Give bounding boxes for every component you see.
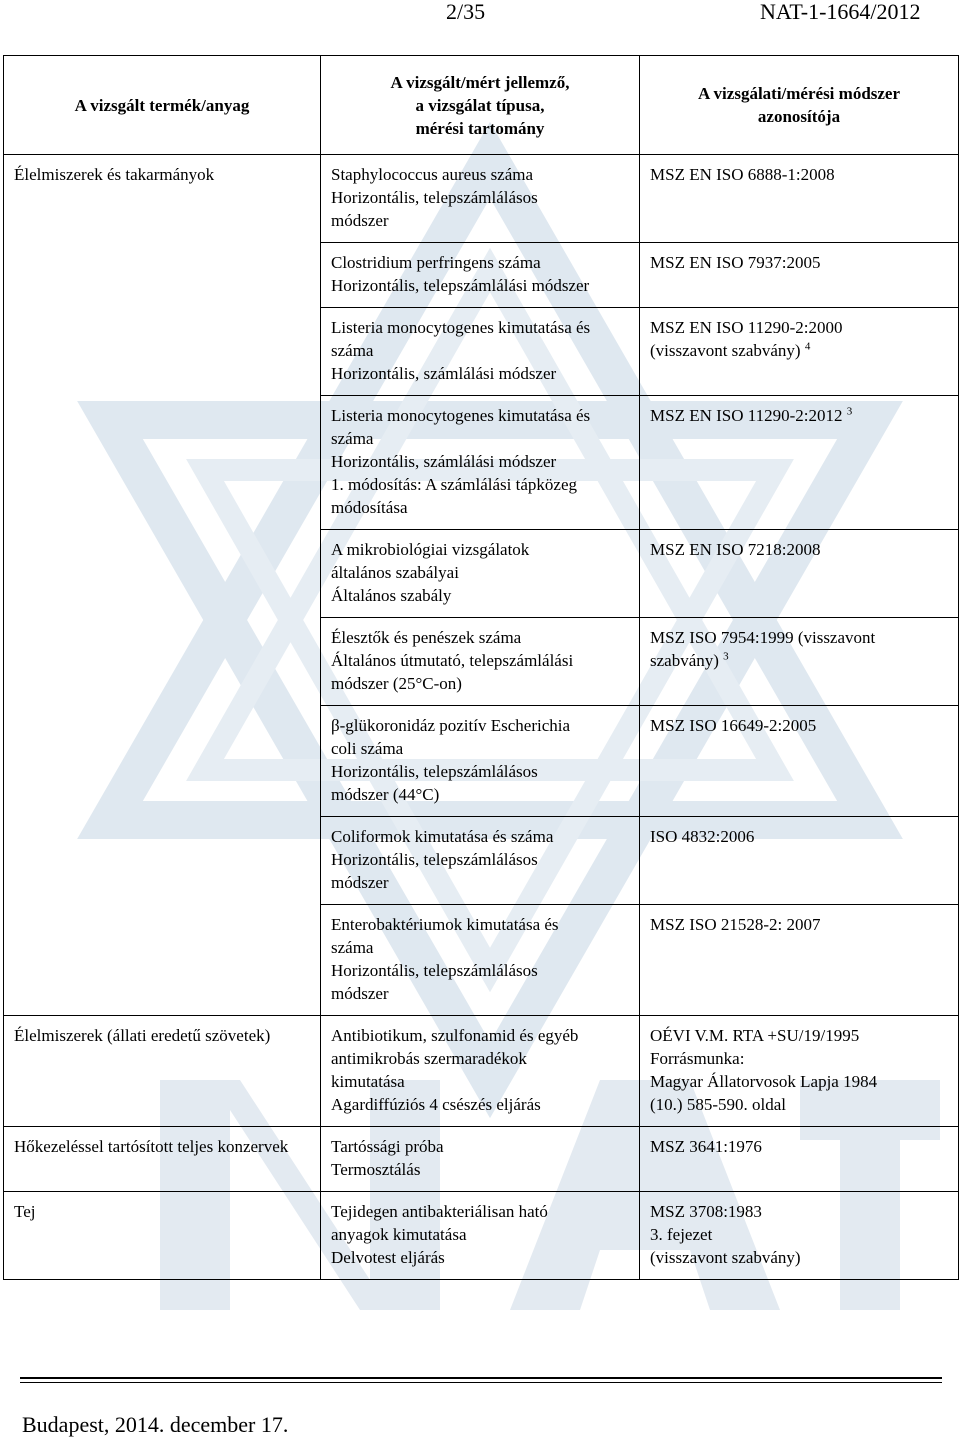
column-header-product: A vizsgált termék/anyag: [4, 56, 321, 155]
cell-test: [321, 706, 640, 817]
test-line: Clostridium perfringens száma: [331, 253, 541, 272]
cell-product: Élelmiszerek (állati eredetű szövetek): [4, 1016, 321, 1127]
method-line: MSZ EN ISO 11290-2:2012 $^3$: [650, 405, 853, 425]
cell-product: Tej: [4, 1192, 321, 1280]
test-line: Listeria monocytogenes kimutatása és: [331, 318, 591, 337]
method-line: MSZ ISO 7954:1999 (visszavont: [650, 628, 876, 647]
test-line: Listeria monocytogenes kimutatása és: [331, 406, 591, 425]
test-line: Horizontális, telepszámlálásos: [331, 188, 538, 207]
test-line: módszer: [331, 873, 389, 892]
cell-test: [321, 1127, 640, 1192]
cell-test: [321, 530, 640, 618]
test-line: módszer: [331, 984, 389, 1003]
method-line: MSZ EN ISO 11290-2:2000: [650, 318, 843, 337]
cell-method: [640, 706, 959, 817]
method-line: (10.) 585-590. oldal: [650, 1095, 786, 1114]
test-line: Agardiffúziós 4 csészés eljárás: [331, 1095, 541, 1114]
method-line: szabvány) $^3$: [650, 650, 729, 670]
cell-method: [640, 1127, 959, 1192]
test-line: Élesztők és penészek száma: [331, 628, 522, 647]
cell-method: [640, 243, 959, 308]
document-id: NAT-1-1664/2012: [760, 0, 921, 24]
test-line: antimikrobás szermaradékok: [331, 1049, 527, 1068]
table-row: [4, 1016, 959, 1127]
test-line: száma: [331, 429, 374, 448]
test-line: Termosztálás: [331, 1160, 421, 1179]
method-line: MSZ EN ISO 7218:2008: [650, 540, 821, 559]
footer-divider: [20, 1377, 942, 1383]
method-line: Forrásmunka:: [650, 1049, 745, 1068]
test-line: módszer: [331, 211, 389, 230]
test-line: Horizontális, telepszámlálási módszer: [331, 276, 590, 295]
cell-method: [640, 530, 959, 618]
cell-product: Hőkezeléssel tartósított teljes konzervek: [4, 1127, 321, 1192]
table-header-row: [4, 56, 959, 155]
cell-test: [321, 396, 640, 530]
method-line: ISO 4832:2006: [650, 827, 755, 846]
column-header-method: A vizsgálati/mérési módszer azonosítója: [640, 56, 959, 155]
table-row: [4, 155, 959, 243]
test-line: Horizontális, számlálási módszer: [331, 452, 557, 471]
cell-test: [321, 817, 640, 905]
table-row: [4, 1127, 959, 1192]
cell-test: [321, 618, 640, 706]
test-line: coli száma: [331, 739, 404, 758]
test-line: Delvotest eljárás: [331, 1248, 445, 1267]
test-line: Horizontális, telepszámlálásos: [331, 762, 538, 781]
footer-place-date: Budapest, 2014. december 17.: [22, 1412, 289, 1437]
method-line: MSZ EN ISO 7937:2005: [650, 253, 821, 272]
test-line: száma: [331, 341, 374, 360]
cell-method: [640, 817, 959, 905]
method-line: MSZ EN ISO 6888-1:2008: [650, 165, 835, 184]
table-row: [4, 1192, 959, 1280]
test-line: Horizontális, számlálási módszer: [331, 364, 557, 383]
method-line: (visszavont szabvány): [650, 1248, 801, 1267]
cell-method: [640, 396, 959, 530]
page-number: 2/35: [446, 0, 486, 24]
cell-test: [321, 1016, 640, 1127]
cell-method: [640, 155, 959, 243]
method-line: MSZ ISO 16649-2:2005: [650, 716, 817, 735]
test-line: Tejidegen antibakteriálisan ható: [331, 1202, 548, 1221]
cell-method: [640, 618, 959, 706]
test-line: Horizontális, telepszámlálásos: [331, 850, 538, 869]
cell-test: [321, 905, 640, 1016]
column-header-test: A vizsgált/mért jellemző, a vizsgálat típusa, mérési tartomány: [321, 56, 640, 155]
test-line: kimutatása: [331, 1072, 405, 1091]
cell-method: [640, 1016, 959, 1127]
cell-product: Élelmiszerek és takarmányok: [4, 155, 321, 1016]
test-line: módszer (25°C-on): [331, 674, 462, 693]
test-line: módosítása: [331, 498, 408, 517]
test-line: A mikrobiológiai vizsgálatok: [331, 540, 530, 559]
accreditation-table: [3, 55, 959, 1280]
test-line: Coliformok kimutatása és száma: [331, 827, 554, 846]
test-line: Általános útmutató, telepszámlálási: [331, 651, 574, 670]
cell-method: [640, 905, 959, 1016]
cell-method: [640, 1192, 959, 1280]
test-line: Tartóssági próba: [331, 1137, 444, 1156]
method-line: MSZ ISO 21528-2: 2007: [650, 915, 821, 934]
test-line: módszer (44°C): [331, 785, 440, 804]
method-line: 3. fejezet: [650, 1225, 713, 1244]
footnote-ref: 3: [723, 650, 729, 663]
cell-test: [321, 308, 640, 396]
test-line: anyagok kimutatása: [331, 1225, 467, 1244]
test-line: 1. módosítás: A számlálási tápközeg: [331, 475, 577, 494]
test-line: Általános szabály: [331, 586, 452, 605]
footnote-ref: 3: [846, 405, 853, 418]
method-line: (visszavont szabvány) $^4$: [650, 340, 811, 360]
method-line: MSZ 3708:1983: [650, 1202, 762, 1221]
test-line: Staphylococcus aureus száma: [331, 165, 534, 184]
cell-method: [640, 308, 959, 396]
cell-test: [321, 1192, 640, 1280]
cell-test: [321, 155, 640, 243]
method-line: Magyar Állatorvosok Lapja 1984: [650, 1072, 878, 1091]
test-line: száma: [331, 938, 374, 957]
test-line: β-glükoronidáz pozitív Escherichia: [331, 716, 571, 735]
test-line: Antibiotikum, szulfonamid és egyéb: [331, 1026, 579, 1045]
test-line: Enterobaktériumok kimutatása és: [331, 915, 559, 934]
method-line: MSZ 3641:1976: [650, 1137, 762, 1156]
test-line: Horizontális, telepszámlálásos: [331, 961, 538, 980]
method-line: OÉVI V.M. RTA +SU/19/1995: [650, 1026, 860, 1045]
test-line: általános szabályai: [331, 563, 459, 582]
footnote-ref: 4: [804, 340, 811, 353]
cell-test: [321, 243, 640, 308]
